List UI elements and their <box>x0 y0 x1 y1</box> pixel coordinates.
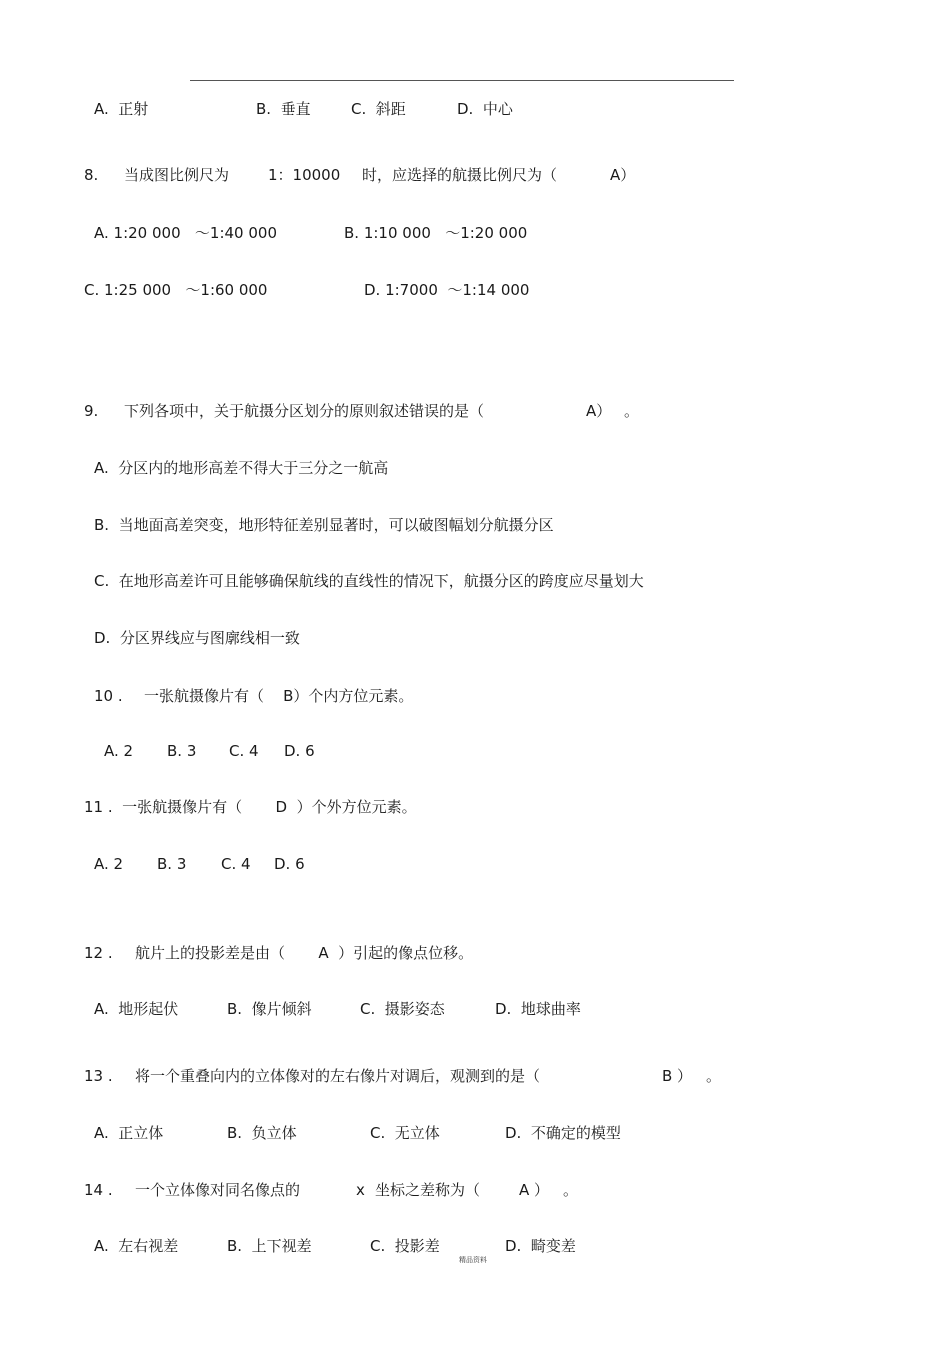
q14-option-d: D. 畸变差 <box>505 1237 576 1255</box>
q12-text: 航片上的投影差是由（ A ）引起的像点位移。 <box>135 944 474 962</box>
q10-number: 10 . <box>94 687 123 705</box>
q9-end: 。 <box>624 402 640 420</box>
q13-end: 。 <box>706 1067 722 1085</box>
q12-number: 12 . <box>84 944 113 962</box>
q13-option-b: B. 负立体 <box>227 1124 297 1142</box>
q12-option-b: B. 像片倾斜 <box>227 1000 312 1018</box>
q14-option-b: B. 上下视差 <box>227 1237 312 1255</box>
q13-answer: B ） <box>662 1067 693 1085</box>
q9-answer: A） <box>586 402 612 420</box>
q13-option-d: D. 不确定的模型 <box>505 1124 621 1142</box>
q7-option-b: B. 垂直 <box>256 100 311 118</box>
q14-option-a: A. 左右视差 <box>94 1237 179 1255</box>
q11-option-b: B. 3 <box>157 855 187 873</box>
q7-option-a: A. 正射 <box>94 100 149 118</box>
q10-text: 一张航摄像片有（ B）个内方位元素。 <box>144 687 414 705</box>
q7-option-d: D. 中心 <box>457 100 513 118</box>
q14-x: x <box>356 1181 365 1199</box>
q13-option-a: A. 正立体 <box>94 1124 164 1142</box>
q8-answer: A） <box>610 166 636 184</box>
q12-option-a: A. 地形起伏 <box>94 1000 179 1018</box>
q11-option-d: D. 6 <box>274 855 305 873</box>
q10-option-d: D. 6 <box>284 742 315 760</box>
q9-option-b: B. 当地面高差突变，地形特征差别显著时，可以破图幅划分航摄分区 <box>94 516 554 534</box>
q9-option-a: A. 分区内的地形高差不得大于三分之一航高 <box>94 459 389 477</box>
q14-option-c: C. 投影差 <box>370 1237 440 1255</box>
header-rule <box>190 80 734 81</box>
q10-option-b: B. 3 <box>167 742 197 760</box>
q8-option-d: D. 1:7000 ～1:14 000 <box>364 281 530 299</box>
q10-option-c: C. 4 <box>229 742 259 760</box>
q13-option-c: C. 无立体 <box>370 1124 440 1142</box>
q8-text-pre: 当成图比例尺为 <box>124 166 230 184</box>
q8-option-b: B. 1:10 000 ～1:20 000 <box>344 224 528 242</box>
q12-option-d: D. 地球曲率 <box>495 1000 581 1018</box>
q14-end: 。 <box>563 1181 579 1199</box>
q14-text-mid: 坐标之差称为（ <box>375 1181 481 1199</box>
q7-option-c: C. 斜距 <box>351 100 406 118</box>
q9-text: 下列各项中，关于航摄分区划分的原则叙述错误的是（ <box>124 402 485 420</box>
q8-option-c: C. 1:25 000 ～1:60 000 <box>84 281 268 299</box>
q14-text-pre: 一个立体像对同名像点的 <box>135 1181 301 1199</box>
q11-option-a: A. 2 <box>94 855 124 873</box>
q8-ratio: 1：10000 <box>268 166 341 184</box>
q14-number: 14 . <box>84 1181 113 1199</box>
q13-text: 将一个重叠向内的立体像对的左右像片对调后，观测到的是（ <box>135 1067 541 1085</box>
q10-option-a: A. 2 <box>104 742 134 760</box>
q9-number: 9. <box>84 402 99 420</box>
footer-label: 精品资料 <box>459 1256 487 1264</box>
q8-text-mid: 时，应选择的航摄比例尺为（ <box>362 166 558 184</box>
q9-option-c: C. 在地形高差许可且能够确保航线的直线性的情况下，航摄分区的跨度应尽量划大 <box>94 572 644 590</box>
q11-text: 11 . 一张航摄像片有（ D ）个外方位元素。 <box>84 798 417 816</box>
q8-option-a: A. 1:20 000 ～1:40 000 <box>94 224 278 242</box>
q9-option-d: D. 分区界线应与图廓线相一致 <box>94 629 300 647</box>
q14-answer: A ） <box>519 1181 550 1199</box>
q13-number: 13 . <box>84 1067 113 1085</box>
q12-option-c: C. 摄影姿态 <box>360 1000 445 1018</box>
q11-option-c: C. 4 <box>221 855 251 873</box>
q8-number: 8. <box>84 166 99 184</box>
